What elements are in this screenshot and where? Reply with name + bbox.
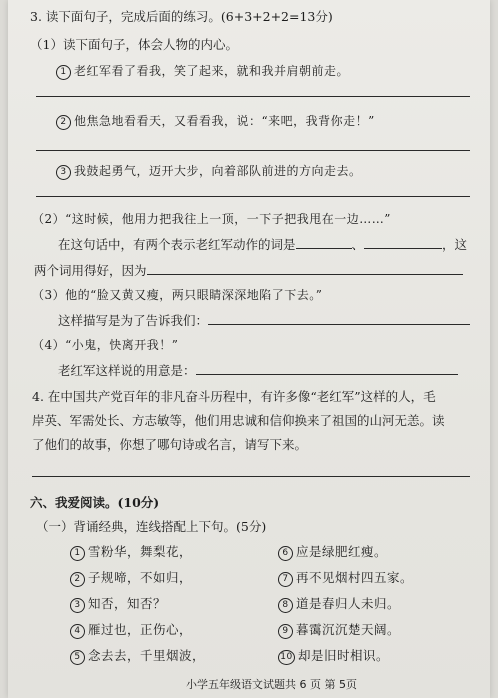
left-item-2[interactable] <box>70 568 192 587</box>
blank-reason[interactable] <box>147 274 463 275</box>
item-text: 应是绿肥红瘦。 <box>296 544 388 559</box>
circled-number: 1 <box>56 65 71 80</box>
part4-text: 老红军这样说的用意是： <box>58 363 196 378</box>
blank-part4[interactable] <box>196 374 458 375</box>
q4-line-1: 4. 在中国共产党百年的非凡奋斗历程中，有许多像“老红军”这样的人，毛 <box>32 389 436 404</box>
circled-number: 8 <box>278 598 293 613</box>
q4-line-2: 岸英、军需处长、方志敏等，他们用忠诚和信仰换来了祖国的山河无恙。读 <box>32 413 445 428</box>
q3-part2-line1 <box>58 236 490 254</box>
circled-number: 2 <box>56 115 71 130</box>
answer-line <box>36 150 470 151</box>
part2-text-a: 在这句话中，有两个表示老红军动作的词是 <box>58 237 296 252</box>
circled-number: 4 <box>70 624 85 639</box>
item-text: 道是春归人未归。 <box>296 596 401 611</box>
left-item-4[interactable] <box>70 620 192 639</box>
exam-page <box>8 0 490 698</box>
part2-text-c: 两个词用得好，因为 <box>34 263 147 278</box>
blank-1[interactable] <box>296 248 352 249</box>
q3-sentence-1 <box>56 62 490 80</box>
circled-number: 3 <box>56 165 71 180</box>
q3-part3-quote: （3）他的“脸又黄又瘦，两只眼睛深深地陷了下去。” <box>32 288 323 302</box>
right-item-7[interactable] <box>278 568 413 587</box>
left-item-5[interactable] <box>70 646 205 665</box>
sentence-text: 他焦急地看看天，又看看我，说：“来吧，我背你走！” <box>74 114 375 128</box>
separator: 、 <box>351 237 365 252</box>
circled-number: 5 <box>70 650 85 665</box>
q4-line-3: 了他们的故事，你想了哪句诗或名言，请写下来。 <box>32 437 308 452</box>
circled-number: 3 <box>70 598 85 613</box>
q3-part1-prompt: （1）读下面句子，体会人物的内心。 <box>30 37 238 52</box>
page-footer: 小学五年级语文试题共 6 页 第 5页 <box>186 678 357 691</box>
blank-part3[interactable] <box>208 324 470 325</box>
section6-title: 六、我爱阅读。(10分) <box>30 495 160 510</box>
right-item-10[interactable] <box>278 646 389 665</box>
sentence-text: 我鼓起勇气，迈开大步，向着部队前进的方向走去。 <box>74 164 362 178</box>
right-item-6[interactable] <box>278 542 387 561</box>
q3-part2-line2 <box>34 262 490 280</box>
sentence-text: 老红军看了看我，笑了起来，就和我并肩朝前走。 <box>74 64 350 78</box>
q3-title: 3. 读下面句子，完成后面的练习。(6+3+2+2=13分) <box>30 9 333 24</box>
circled-number: 7 <box>278 572 293 587</box>
answer-line <box>36 196 470 197</box>
item-text: 知否，知否？ <box>88 596 167 611</box>
q3-part4-line <box>58 362 490 380</box>
circled-number: 6 <box>278 546 293 561</box>
q3-sentence-3 <box>56 162 490 180</box>
item-text: 雁过也，正伤心， <box>88 622 193 637</box>
q3-part2-quote: （2）“这时候，他用力把我往上一顶，一下子把我甩在一边……” <box>32 212 391 226</box>
part3-text: 这样描写是为了告诉我们： <box>58 313 209 328</box>
circled-number: 9 <box>278 624 293 639</box>
answer-line <box>32 476 470 477</box>
section6-sub1: （一）背诵经典，连线搭配上下句。(5分) <box>36 519 267 534</box>
item-text: 念去去，千里烟波， <box>88 648 206 663</box>
part2-text-b: ，这 <box>442 237 468 252</box>
item-text: 暮霭沉沉楚天阔。 <box>296 622 401 637</box>
left-item-1[interactable] <box>70 542 192 561</box>
answer-line <box>36 96 470 97</box>
blank-2[interactable] <box>364 248 442 249</box>
item-text: 子规啼，不如归， <box>88 570 193 585</box>
item-text: 再不见烟村四五家。 <box>296 570 414 585</box>
item-text: 雪粉华，舞梨花， <box>88 544 193 559</box>
circled-number: 1 <box>70 546 85 561</box>
right-item-9[interactable] <box>278 620 400 639</box>
left-item-3[interactable] <box>70 594 166 613</box>
circled-number: 10 <box>278 650 295 665</box>
circled-number: 2 <box>70 572 85 587</box>
q3-part4-quote: （4）“小鬼，快离开我！” <box>32 338 179 352</box>
right-item-8[interactable] <box>278 594 400 613</box>
q3-part3-line <box>58 312 490 330</box>
q3-sentence-2 <box>56 112 490 130</box>
item-text: 却是旧时相识。 <box>298 648 390 663</box>
